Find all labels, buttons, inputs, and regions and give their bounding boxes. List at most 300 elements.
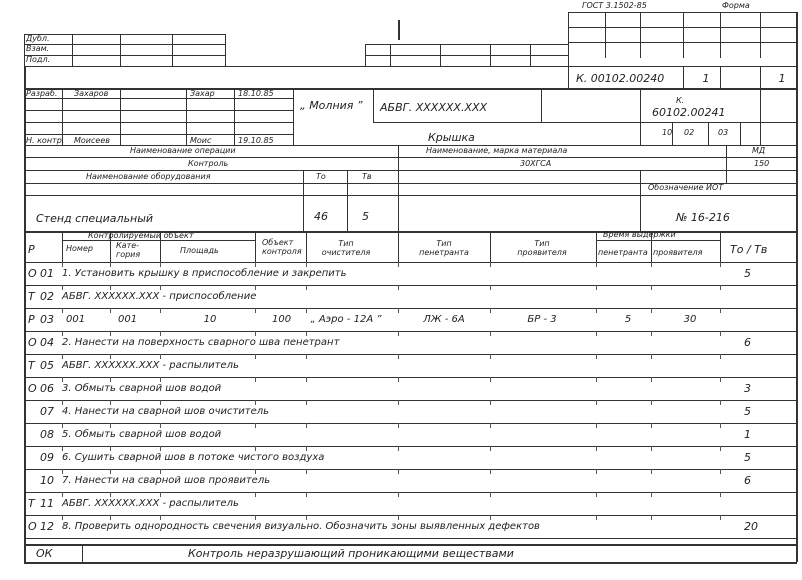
grid-line-v <box>120 88 121 145</box>
row-tick <box>306 285 307 290</box>
tv-value: 5 <box>362 210 369 223</box>
row-tick <box>255 285 256 290</box>
norm-person: Моисеев <box>74 136 110 145</box>
row-tick <box>490 469 491 474</box>
row-tick <box>255 515 256 520</box>
row-tick <box>490 446 491 451</box>
grid-line-h <box>24 195 797 196</box>
row-tick <box>306 446 307 451</box>
developed-label: Разраб. <box>26 89 58 98</box>
row-tick <box>398 515 399 520</box>
row-tick <box>62 331 63 336</box>
row-tick <box>596 515 597 520</box>
footer-text: Контроль неразрушающий проникающими веществами <box>188 547 514 560</box>
grid-line-v <box>760 12 761 58</box>
grid-line-h <box>24 98 293 99</box>
row-tick <box>490 515 491 520</box>
row-tick <box>160 285 161 290</box>
row-tick <box>651 492 652 497</box>
row-tick <box>596 285 597 290</box>
row-tick <box>490 262 491 267</box>
row-number: 05 <box>40 359 54 372</box>
grid-line-h <box>24 308 797 309</box>
col-developer2: проявителя <box>517 248 567 257</box>
part-code-2: 02 <box>684 128 695 137</box>
grid-line-v <box>720 12 721 58</box>
row-tick <box>160 515 161 520</box>
grid-line-v <box>255 231 256 262</box>
row-tick <box>110 377 111 382</box>
grid-line-h <box>24 354 797 355</box>
row-tick <box>110 285 111 290</box>
md-value: 150 <box>754 159 770 168</box>
row-tick <box>651 515 652 520</box>
row-ratio: 20 <box>744 520 758 533</box>
row-tick <box>720 377 721 382</box>
row-tick <box>160 400 161 405</box>
sheet-number: 1 <box>778 72 786 85</box>
grid-line-v <box>398 231 399 262</box>
col-controlled-object: Контролируемый объект <box>88 231 194 240</box>
row-tick <box>490 492 491 497</box>
row-text: 2. Нанести на поверхность сварного шва пенетрант <box>62 337 340 348</box>
row-tick <box>596 262 597 267</box>
row-tick <box>306 354 307 359</box>
grid-line-v <box>490 231 491 262</box>
row-tick <box>398 400 399 405</box>
col-hold-dev: проявителя <box>653 248 703 257</box>
grid-line-v <box>72 34 73 66</box>
label-vzam: Взам. <box>26 44 50 53</box>
grid-line-h <box>24 110 293 111</box>
grid-line-v <box>234 88 235 145</box>
row-ratio: 5 <box>744 267 751 280</box>
doc-code: К. 00102.00240 <box>576 72 665 85</box>
row-tick <box>110 492 111 497</box>
row-tick <box>651 469 652 474</box>
row-tick <box>62 469 63 474</box>
row-text: 7. Нанести на сварной шов проявитель <box>62 475 271 486</box>
grid-line-v <box>683 12 684 58</box>
col-penetrant2: пенетранта <box>419 248 469 257</box>
grid-line-v <box>541 88 542 122</box>
row-tick <box>110 423 111 428</box>
row-text: 3. Обмыть сварной шов водой <box>62 383 222 394</box>
row-tick <box>62 515 63 520</box>
iot-value: № 16-216 <box>676 211 730 224</box>
grid-line-v <box>490 44 491 66</box>
grid-line-v <box>605 12 606 58</box>
row-tick <box>398 262 399 267</box>
row-tick <box>255 377 256 382</box>
row-text: 4. Нанести на сварной шов очиститель <box>62 406 270 417</box>
row-tick <box>110 515 111 520</box>
row-tick <box>651 285 652 290</box>
row-tick <box>160 354 161 359</box>
row-tick <box>255 400 256 405</box>
row-tick <box>720 331 721 336</box>
row-tick <box>398 446 399 451</box>
row-number: 12 <box>40 520 54 533</box>
col-p: Р <box>28 243 35 256</box>
iot-label: Обозначение ИОТ <box>648 183 724 192</box>
grid-line-v <box>390 44 391 66</box>
col-cleaner2: очистителя <box>321 248 371 257</box>
tv-label: Тв <box>362 172 372 181</box>
col-hold-time: Время выдержки <box>603 230 676 239</box>
row-tick <box>720 423 721 428</box>
grid-line-h <box>24 331 797 332</box>
col-ratio: То / Тв <box>730 243 768 256</box>
col-penetrant: Тип <box>436 239 452 248</box>
row-code: Р <box>28 313 35 326</box>
row-tick <box>160 492 161 497</box>
row-tick <box>490 354 491 359</box>
row-tick <box>720 308 721 313</box>
row-tick <box>398 354 399 359</box>
grid-line-h <box>373 122 797 123</box>
footer-code: ОК <box>36 547 53 560</box>
row-tick <box>490 423 491 428</box>
row-text: 1. Установить крышку в приспособление и закрепить <box>62 268 347 279</box>
grid-line-v <box>568 44 569 66</box>
row-tick <box>306 262 307 267</box>
material: 30ХГСА <box>520 159 552 168</box>
grid-line-v <box>596 231 597 262</box>
row-tick <box>306 331 307 336</box>
cell-area: 10 <box>203 314 217 325</box>
grid-line-h <box>24 122 293 123</box>
row-tick <box>306 469 307 474</box>
grid-line-h <box>24 544 797 546</box>
grid-line-v <box>640 170 641 231</box>
cell-category: 001 <box>118 314 138 325</box>
grid-line-v <box>683 66 684 88</box>
row-ratio: 3 <box>744 382 751 395</box>
row-tick <box>596 446 597 451</box>
cell-cleaner: „ Аэро - 12А ” <box>310 314 382 325</box>
row-tick <box>110 400 111 405</box>
developed-date: 18.10.85 <box>238 89 274 98</box>
row-tick <box>306 423 307 428</box>
operation-name-label: Наименование операции <box>130 146 236 155</box>
grid-line-v <box>720 66 721 88</box>
row-tick <box>255 331 256 336</box>
row-ratio: 5 <box>744 405 751 418</box>
form-label: Форма <box>722 1 750 10</box>
row-tick <box>110 331 111 336</box>
cell-penetrant: ЛЖ - 6А <box>423 314 465 325</box>
row-tick <box>110 262 111 267</box>
row-tick <box>62 354 63 359</box>
row-tick <box>160 331 161 336</box>
sheets-total: 1 <box>702 72 710 85</box>
grid-line-v <box>796 12 798 562</box>
row-tick <box>398 492 399 497</box>
grid-line-v <box>347 170 348 231</box>
row-tick <box>596 469 597 474</box>
row-tick <box>720 492 721 497</box>
ref-code: 60102.00241 <box>652 106 726 119</box>
row-number: 10 <box>40 474 54 487</box>
row-tick <box>596 377 597 382</box>
row-tick <box>651 354 652 359</box>
grid-line-v <box>24 34 25 66</box>
row-tick <box>490 308 491 313</box>
row-tick <box>255 354 256 359</box>
org-name: „ Молния ” <box>300 99 363 112</box>
row-tick <box>160 377 161 382</box>
col-cleaner: Тип <box>338 239 354 248</box>
row-tick <box>306 400 307 405</box>
norm-sign: Моис <box>190 136 212 145</box>
row-tick <box>398 331 399 336</box>
row-tick <box>596 400 597 405</box>
col-developer: Тип <box>534 239 550 248</box>
row-tick <box>62 492 63 497</box>
md-label: МД <box>752 146 766 155</box>
label-dubl: Дубл. <box>26 34 50 43</box>
col-hold-pen: пенетранта <box>598 248 648 257</box>
col-object2: контроля <box>262 247 302 256</box>
col-category: Кате- <box>116 241 140 250</box>
to-value: 46 <box>314 210 328 223</box>
sheet-mark-bar <box>398 20 400 40</box>
row-tick <box>255 446 256 451</box>
row-tick <box>651 400 652 405</box>
row-tick <box>720 262 721 267</box>
row-tick <box>596 331 597 336</box>
row-tick <box>110 469 111 474</box>
row-tick <box>62 285 63 290</box>
grid-line-v <box>640 88 641 145</box>
grid-line-h <box>365 44 568 45</box>
grid-line-v <box>365 44 366 66</box>
cell-number: 001 <box>66 314 86 325</box>
to-label: То <box>316 172 326 181</box>
grid-line-v <box>760 88 761 145</box>
equipment-name: Стенд специальный <box>36 212 154 225</box>
ref-prefix: К. <box>676 96 685 105</box>
grid-line-v <box>306 231 307 262</box>
row-tick <box>62 423 63 428</box>
grid-line-h <box>24 492 797 493</box>
grid-line-h <box>24 469 797 470</box>
row-tick <box>720 400 721 405</box>
row-tick <box>490 285 491 290</box>
row-tick <box>110 354 111 359</box>
grid-line-v <box>530 44 531 66</box>
row-number: 02 <box>40 290 54 303</box>
grid-line-h <box>24 377 797 378</box>
row-tick <box>720 354 721 359</box>
row-ratio: 5 <box>744 451 751 464</box>
grid-line-h <box>62 240 255 241</box>
norm-label: Н. контр. <box>26 136 65 145</box>
grid-line-h <box>24 446 797 447</box>
row-tick <box>720 515 721 520</box>
norm-date: 19.10.85 <box>238 136 274 145</box>
row-tick <box>398 377 399 382</box>
row-tick <box>110 308 111 313</box>
row-code: О <box>28 336 37 349</box>
row-code: Т <box>28 497 35 510</box>
grid-line-h <box>24 134 293 135</box>
row-tick <box>62 446 63 451</box>
row-number: 04 <box>40 336 54 349</box>
grid-line-v <box>62 231 63 262</box>
part-name: Крышка <box>428 131 475 144</box>
row-tick <box>651 423 652 428</box>
row-tick <box>651 331 652 336</box>
grid-line-v <box>726 145 727 183</box>
grid-line-v <box>760 66 761 88</box>
row-tick <box>306 515 307 520</box>
cell-hold-dev: 30 <box>683 314 697 325</box>
row-tick <box>306 308 307 313</box>
row-tick <box>596 423 597 428</box>
row-tick <box>651 308 652 313</box>
row-tick <box>720 446 721 451</box>
row-number: 03 <box>40 313 54 326</box>
gost-standard: ГОСТ 3.1502-85 <box>582 1 647 10</box>
row-tick <box>255 492 256 497</box>
grid-line-h <box>24 170 797 171</box>
grid-line-h <box>24 423 797 424</box>
row-tick <box>160 469 161 474</box>
row-tick <box>490 331 491 336</box>
row-tick <box>110 446 111 451</box>
part-code-3: 03 <box>718 128 729 137</box>
row-tick <box>306 377 307 382</box>
row-text: АБВГ. XXXXXX.XXX - приспособление <box>62 291 257 302</box>
row-number: 07 <box>40 405 54 418</box>
row-text: 5. Обмыть сварной шов водой <box>62 429 222 440</box>
row-text: 8. Проверить однородность свечения визуально. Обозначить зоны выявленных дефектов <box>62 521 540 532</box>
row-tick <box>490 400 491 405</box>
row-tick <box>160 423 161 428</box>
grid-line-v <box>293 88 294 145</box>
row-tick <box>720 469 721 474</box>
row-tick <box>62 400 63 405</box>
cell-hold-pen: 5 <box>624 314 632 325</box>
row-tick <box>62 262 63 267</box>
grid-line-h <box>24 562 797 564</box>
grid-line-v <box>24 66 26 562</box>
row-code: О <box>28 520 37 533</box>
row-ratio: 6 <box>744 474 751 487</box>
grid-line-v <box>303 170 304 231</box>
row-tick <box>398 423 399 428</box>
grid-line-v <box>568 66 569 88</box>
cell-object: 100 <box>272 314 292 325</box>
row-number: 01 <box>40 267 54 280</box>
row-tick <box>596 354 597 359</box>
row-tick <box>160 446 161 451</box>
part-code-1: 10 <box>662 128 673 137</box>
row-ratio: 1 <box>744 428 751 441</box>
grid-line-h <box>24 34 225 35</box>
grid-line-h <box>596 240 720 241</box>
grid-line-h <box>24 400 797 401</box>
row-code: Т <box>28 290 35 303</box>
row-number: 08 <box>40 428 54 441</box>
grid-line-v <box>172 34 173 66</box>
cell-developer: БР - 3 <box>527 314 557 325</box>
row-tick <box>490 377 491 382</box>
row-tick <box>596 308 597 313</box>
grid-line-h <box>24 538 797 539</box>
material-label: Наименование, марка материала <box>426 146 568 155</box>
row-tick <box>651 262 652 267</box>
grid-line-h <box>24 157 797 158</box>
grid-line-v <box>225 34 226 66</box>
grid-line-h <box>24 44 225 45</box>
equipment-label: Наименование оборудования <box>86 172 211 181</box>
row-text: АБВГ. XXXXXX.XXX - распылитель <box>62 360 239 371</box>
row-text: 6. Сушить сварной шов в потоке чистого воздуха <box>62 452 325 463</box>
row-tick <box>720 285 721 290</box>
row-number: 11 <box>40 497 54 510</box>
operation-name: Контроль <box>188 159 229 168</box>
row-code: О <box>28 382 37 395</box>
grid-line-v <box>373 88 374 122</box>
row-tick <box>306 492 307 497</box>
col-number: Номер <box>66 244 93 253</box>
grid-line-h <box>24 285 797 286</box>
row-tick <box>255 423 256 428</box>
row-code: Т <box>28 359 35 372</box>
row-tick <box>62 308 63 313</box>
row-tick <box>398 285 399 290</box>
developer-sign: Захар <box>190 89 215 98</box>
col-object: Объект <box>262 238 294 247</box>
row-number: 09 <box>40 451 54 464</box>
row-tick <box>160 262 161 267</box>
row-number: 06 <box>40 382 54 395</box>
grid-line-h <box>24 88 797 90</box>
part-code: АБВГ. XXXXXX.XXX <box>380 101 488 114</box>
grid-line-v <box>708 122 709 145</box>
row-tick <box>398 308 399 313</box>
grid-line-v <box>398 145 399 231</box>
grid-line-v <box>120 34 121 66</box>
row-text: АБВГ. XXXXXX.XXX - распылитель <box>62 498 239 509</box>
row-tick <box>255 469 256 474</box>
grid-line-v <box>186 88 187 145</box>
col-area: Площадь <box>180 246 219 255</box>
grid-line-v <box>440 44 441 66</box>
row-tick <box>160 308 161 313</box>
grid-line-v <box>82 544 83 562</box>
row-tick <box>255 308 256 313</box>
row-tick <box>62 377 63 382</box>
grid-line-v <box>740 122 741 145</box>
row-ratio: 6 <box>744 336 751 349</box>
grid-line-h <box>365 55 568 56</box>
row-tick <box>398 469 399 474</box>
label-podl: Подл. <box>26 55 51 64</box>
grid-line-h <box>24 66 797 67</box>
row-code: О <box>28 267 37 280</box>
row-tick <box>596 492 597 497</box>
row-tick <box>651 446 652 451</box>
grid-line-h <box>24 515 797 516</box>
row-tick <box>255 262 256 267</box>
developer-name: Захаров <box>74 89 109 98</box>
row-tick <box>651 377 652 382</box>
grid-line-h <box>24 55 225 56</box>
